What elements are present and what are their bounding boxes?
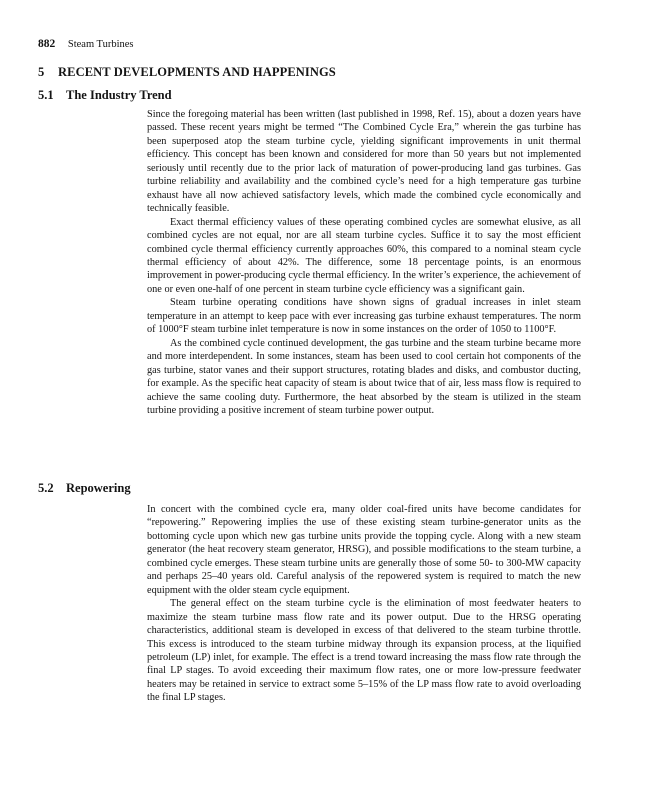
running-head xyxy=(38,38,134,50)
subsection-number: 5.2 xyxy=(38,481,54,495)
section-heading xyxy=(38,65,336,80)
subsection-title: Repowering xyxy=(66,481,131,495)
subsection-heading-industry-trend xyxy=(38,88,172,103)
paragraph: Since the foregoing material has been written (last published in 1998, Ref. 15), about a dozen years have passed. These recent years might be termed “The Combined Cycle Era,” wherein the gas turbine has been superposed atop the steam turbine cycle, yielding significant improvements in unit thermal efficiency. This concept has been known and considered for more than 50 years but not implemented seriously until recently due to the prior lack of maturation of power-producing land gas turbines. Gas turbine reliability and availability and the combined cycle’s need for a high temperature gas turbine exhaust have all now achieved satisfactory levels, which made the combined cycle economically and technically feasible. xyxy=(147,109,581,215)
paragraph: In concert with the combined cycle era, many older coal-fired units have become candidates for “repowering.” Repowering implies the use of these existing steam turbine-generator units as the bottoming cycle upon which new gas turbine units provide the topping cycle. Along with a new steam generator (the heat recovery steam generator, HRSG), and possible modifications to the steam turbine, a combined cycle emerges. These steam turbine units are generally those of some 50- to 300-MW capacity and perhaps 25–40 years old. Careful analysis of the repowered system is required to match the new equipment with the older steam cycle equipment. xyxy=(147,504,581,596)
paragraph: Steam turbine operating conditions have shown signs of gradual increases in inlet steam temperature in an attempt to keep pace with ever increasing gas turbine exhaust temperatures. The norm of 1000°F steam turbine inlet temperature is now in some instances on the order of 1050 to 1100°F. xyxy=(147,297,581,336)
page-number: 882 xyxy=(38,38,56,50)
paragraph: Exact thermal efficiency values of these operating combined cycles are somewhat elusive, as all combined cycles are not equal, nor are all steam turbine cycles. Suffice it to say the most efficient combined cycle thermal efficiency currently approaches 60%, this compared to a nominal steam cycle thermal efficiency of about 42%. The difference, some 18 percentage points, is an enormous improvement in power-producing cycle thermal efficiency. In the writer’s experience, the achievement of one or even one-half of one percent in steam turbine cycle efficiency was a significant gain. xyxy=(147,216,581,295)
paragraph: As the combined cycle continued development, the gas turbine and the steam turbine became more and more interdependent. In some instances, steam has been used to cool certain hot components of the gas turbine, stator vanes and their support structures, rotating blades and disks, and combustor ducting, for example. As the specific heat capacity of steam is about twice that of air, less mass flow is required to achieve the same cooling duty. Furthermore, the heat absorbed by the steam is utilized in the steam turbine providing a positive increment of steam turbine power output. xyxy=(147,337,581,416)
book-title: Steam Turbines xyxy=(67,39,134,50)
section-number: 5 xyxy=(38,65,45,79)
subsection-title: The Industry Trend xyxy=(66,88,172,102)
subsection-number: 5.1 xyxy=(38,88,54,102)
subsection-heading-repowering xyxy=(38,481,131,496)
industry-trend-body xyxy=(147,108,581,417)
repowering-body xyxy=(147,503,581,705)
paragraph: The general effect on the steam turbine cycle is the elimination of most feedwater heaters to maximize the steam turbine mass flow rate and its power output. Due to the HRSG operating characteristics, additional steam is developed in excess of that delivered to the steam turbine throttle. This excess is introduced to the steam turbine midway through its expansion process, at the liquified petroleum (LP) inlet, for example. The effect is a trend toward increasing the mass flow rate through the final LP stages. To avoid exceeding their maximum flow rates, one or more low-pressure feedwater heaters may be retained in service to extract some 5–15% of the LP mass flow rate to avoid overloading the final LP stages. xyxy=(147,598,581,704)
section-title: RECENT DEVELOPMENTS AND HAPPENINGS xyxy=(58,65,336,79)
